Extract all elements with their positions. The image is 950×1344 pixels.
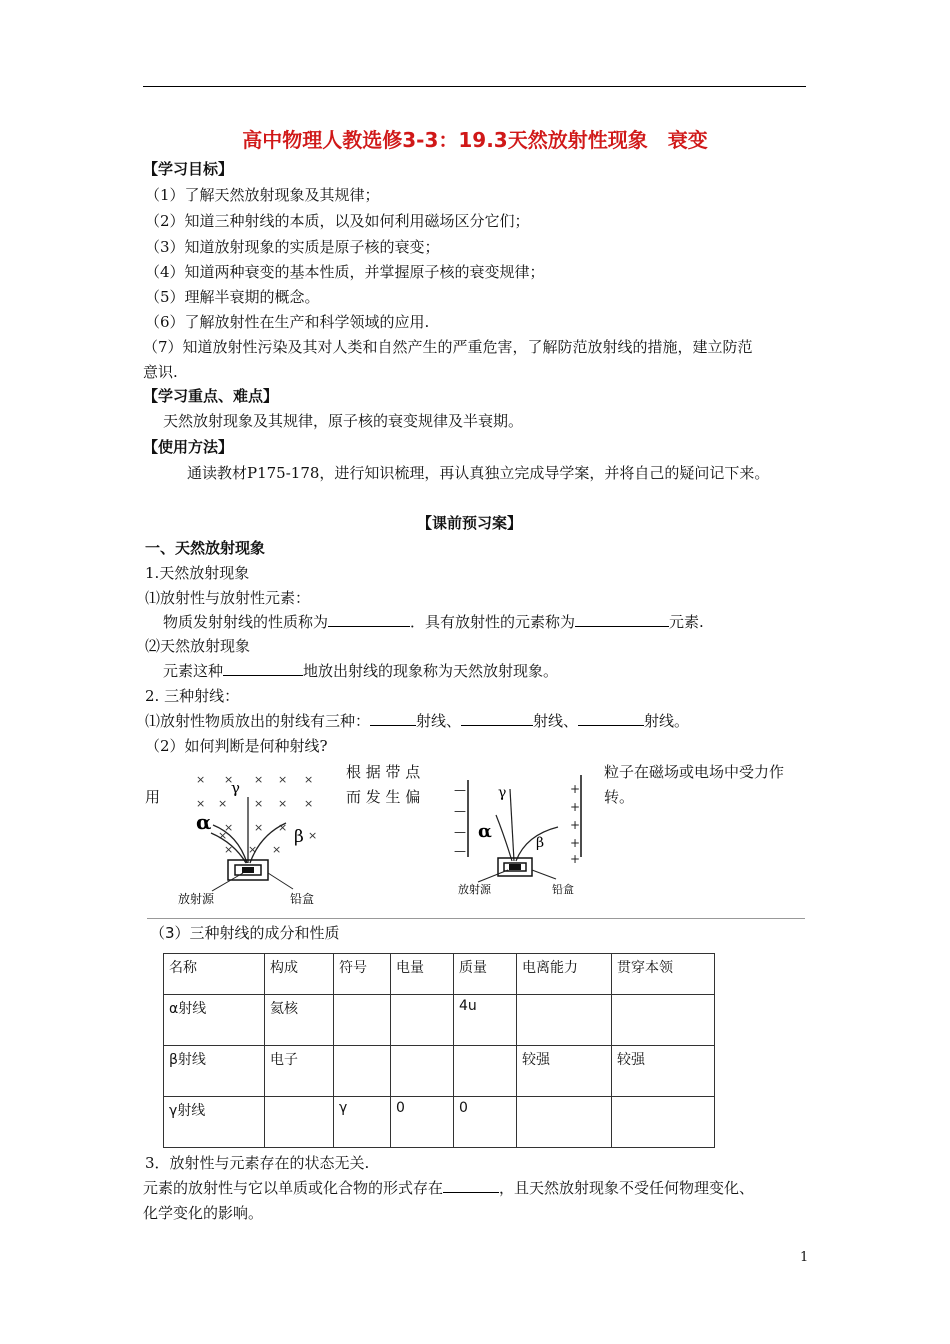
plus-sign: + (570, 836, 581, 850)
field-mark: × (218, 829, 228, 842)
field-mark: × (224, 773, 234, 786)
answer-blank[interactable] (328, 612, 410, 627)
goals-heading: 【学习目标】 (143, 160, 234, 178)
divider (147, 918, 805, 919)
field-mark: × (254, 797, 264, 810)
box-label: 铅盒 (552, 883, 574, 896)
cell[interactable] (265, 1097, 334, 1148)
page-title: 高中物理人教选修3-3：19.3天然放射性现象 衰变 (242, 128, 708, 152)
field-mark: × (224, 843, 234, 856)
beta-label: β (294, 827, 304, 847)
rays-properties-table (163, 953, 715, 1148)
cell: γ射线 (164, 1097, 265, 1148)
keypoints-heading: 【学习重点、难点】 (143, 387, 279, 405)
cell: 0 (454, 1097, 517, 1148)
text: 粒子在磁场或电场中受力作 (604, 763, 785, 781)
cell[interactable] (612, 1097, 715, 1148)
fill-line (143, 1177, 754, 1198)
header-cell: 质量 (454, 954, 517, 995)
plus-sign: + (570, 852, 581, 866)
goal-item: （4）知道两种衰变的基本性质，并掌握原子核的衰变规律； (145, 263, 545, 281)
field-mark: × (278, 821, 288, 834)
box-pointer (532, 870, 556, 879)
cell: 电子 (265, 1046, 334, 1097)
subsection: （2）如何判断是何种射线? (145, 737, 328, 755)
header-cell: 电量 (391, 954, 454, 995)
cell: 较强 (517, 1046, 612, 1097)
field-mark: × (254, 773, 264, 786)
cell[interactable] (454, 1046, 517, 1097)
subsection: 2. 三种射线： (145, 687, 240, 705)
field-mark: × (254, 821, 264, 834)
text: 元素. (669, 613, 704, 631)
subsection: ⑴放射性与放射性元素： (145, 589, 311, 607)
field-mark: × (272, 843, 282, 856)
table-row (164, 1097, 715, 1148)
header-cell: 符号 (334, 954, 391, 995)
table-row (164, 1046, 715, 1097)
source-label: 放射源 (178, 892, 215, 906)
alpha-label: α (196, 810, 212, 834)
goal-item: 意识. (143, 363, 178, 381)
text: 根 据 带 点 (346, 763, 421, 781)
cell[interactable] (334, 1046, 391, 1097)
subsection: ⑵天然放射现象 (145, 637, 251, 655)
page-number: 1 (800, 1250, 809, 1265)
plus-sign: + (570, 800, 581, 814)
goal-item: （5）理解半衰期的概念。 (145, 288, 320, 306)
minus-sign: — (454, 825, 466, 839)
cell: 氦核 (265, 995, 334, 1046)
field-mark: × (278, 773, 288, 786)
text: 元素这种 (163, 662, 224, 680)
alpha-ray (496, 815, 512, 861)
minus-sign: — (454, 783, 466, 797)
goal-item: （2）知道三种射线的本质，以及如何利用磁场区分它们； (145, 212, 530, 230)
keypoints-text: 天然放射现象及其规律，原子核的衰变规律及半衰期。 (163, 412, 524, 430)
header-cell: 电离能力 (517, 954, 612, 995)
cell[interactable] (517, 1097, 612, 1148)
fill-line (163, 660, 558, 681)
field-mark: × (248, 843, 258, 856)
goal-item: （3）知道放射现象的实质是原子核的衰变； (145, 238, 440, 256)
answer-blank[interactable] (223, 661, 303, 676)
field-mark: × (308, 829, 318, 842)
field-mark: × (196, 773, 206, 786)
plus-sign: + (570, 782, 581, 796)
electric-field-diagram (448, 775, 598, 905)
subsection: 1.天然放射现象 (145, 564, 250, 582)
gamma-label: γ (498, 785, 507, 801)
text: 射线、 (416, 712, 462, 730)
beta-label: β (536, 835, 545, 851)
cell[interactable] (612, 995, 715, 1046)
answer-blank[interactable] (370, 711, 416, 726)
subsection: （3）三种射线的成分和性质 (150, 924, 340, 942)
text: 射线、 (533, 712, 579, 730)
cell: 0 (391, 1097, 454, 1148)
gamma-ray (510, 789, 514, 861)
cell: γ (334, 1097, 391, 1148)
field-mark: × (278, 797, 288, 810)
table-header-row (164, 954, 715, 995)
source-dot (242, 867, 254, 873)
text: 元素的放射性与它以单质或化合物的形式存在 (143, 1179, 444, 1197)
field-mark: × (224, 821, 234, 834)
fill-line (163, 611, 704, 632)
header-cell: 构成 (265, 954, 334, 995)
usage-text: 通读教材P175-178，进行知识梳理，再认真独立完成导学案，并将自己的疑问记下来。 (187, 464, 770, 482)
top-rule (143, 86, 806, 87)
magnetic-field-diagram (168, 765, 338, 910)
field-mark: × (218, 797, 228, 810)
field-mark: × (304, 797, 314, 810)
text: 转。 (604, 788, 635, 806)
text: 用 (145, 788, 161, 806)
source-dot (509, 864, 521, 870)
fill-line (145, 710, 689, 731)
header-cell: 名称 (164, 954, 265, 995)
preview-heading: 【课前预习案】 (417, 514, 523, 532)
cell[interactable] (334, 995, 391, 1046)
answer-blank[interactable] (578, 711, 644, 726)
field-mark: × (196, 797, 206, 810)
alpha-label: α (478, 821, 492, 842)
cell: α射线 (164, 995, 265, 1046)
cell[interactable] (391, 995, 454, 1046)
text: ，且天然放射现象不受任何物理变化、 (499, 1179, 755, 1197)
text: 化学变化的影响。 (143, 1204, 264, 1222)
text: ⑴放射性物质放出的射线有三种： (145, 712, 371, 730)
minus-sign: — (454, 844, 466, 858)
text: 而 发 生 偏 (346, 788, 421, 806)
text: 射线。 (644, 712, 690, 730)
text: 地放出射线的现象称为天然放射现象。 (303, 662, 559, 680)
answer-blank[interactable] (461, 711, 533, 726)
box-label: 铅盒 (290, 892, 315, 906)
field-mark: × (304, 773, 314, 786)
answer-blank[interactable] (575, 612, 669, 627)
goal-item: （6）了解放射性在生产和科学领域的应用. (145, 313, 430, 331)
source-label: 放射源 (458, 883, 491, 896)
cell: β射线 (164, 1046, 265, 1097)
cell[interactable] (391, 1046, 454, 1097)
minus-sign: — (454, 804, 466, 818)
subsection: 3．放射性与元素存在的状态无关. (145, 1154, 370, 1172)
goal-item: （7）知道放射性污染及其对人类和自然产生的严重危害，了解防范放射线的措施，建立防范 (143, 338, 753, 356)
answer-blank[interactable] (443, 1178, 499, 1193)
gamma-label: γ (231, 779, 240, 797)
section-heading: 一、天然放射现象 (145, 539, 266, 557)
box-pointer (268, 873, 293, 889)
usage-heading: 【使用方法】 (143, 438, 234, 456)
cell: 4u (454, 995, 517, 1046)
goal-item: （1）了解天然放射现象及其规律； (145, 186, 380, 204)
cell[interactable] (517, 995, 612, 1046)
header-cell: 贯穿本领 (612, 954, 715, 995)
table-row (164, 995, 715, 1046)
text: ．具有放射性的元素称为 (410, 613, 576, 631)
plus-sign: + (570, 818, 581, 832)
cell: 较强 (612, 1046, 715, 1097)
text: 物质发射射线的性质称为 (163, 613, 329, 631)
